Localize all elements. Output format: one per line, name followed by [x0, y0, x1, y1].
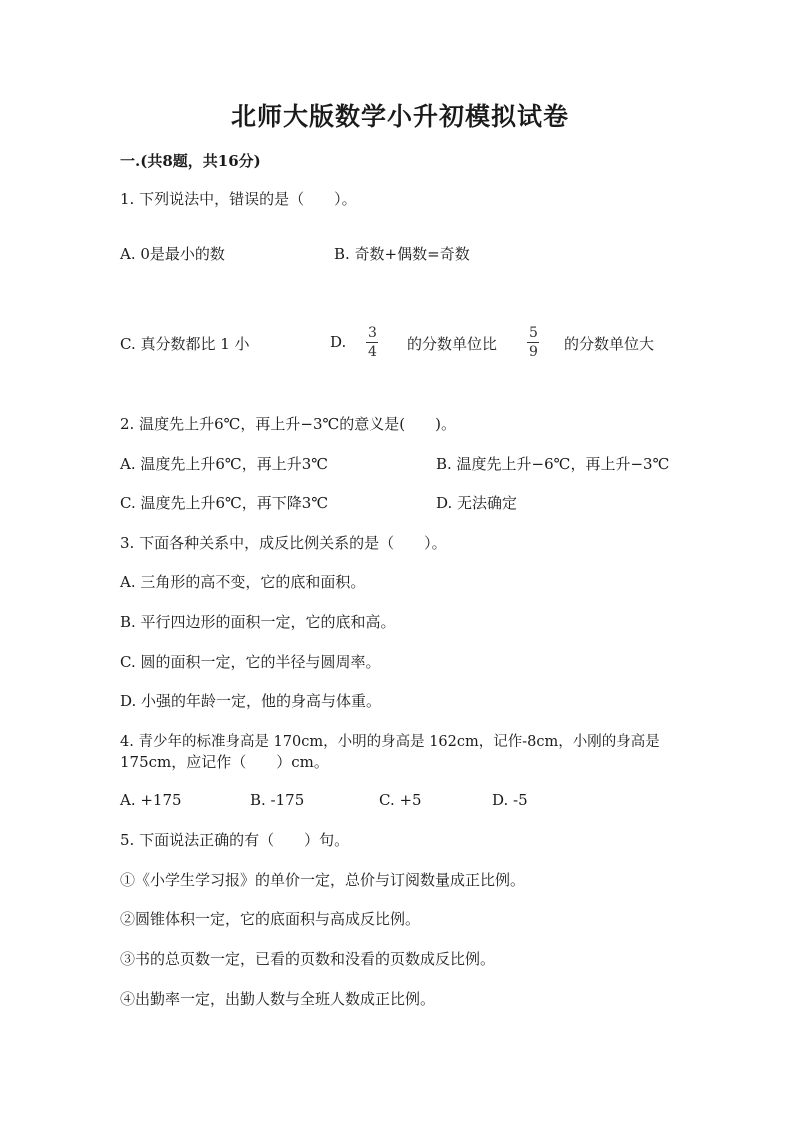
question-2-stem: 2. 温度先上升6℃，再上升−3℃的意义是( )。: [120, 415, 457, 433]
question-5-statement-2: ②圆锥体积一定，它的底面积与高成反比例。: [120, 910, 421, 928]
question-1-stem: 1. 下列说法中，错误的是（ ）。: [120, 190, 357, 208]
question-3-option-d: D. 小强的年龄一定，他的身高与体重。: [120, 692, 382, 710]
question-5-statement-4: ④出勤率一定，出勤人数与全班人数成正比例。: [120, 990, 436, 1008]
question-5-stem: 5. 下面说法正确的有（ ）句。: [120, 831, 350, 849]
question-4-option-c: C. +5: [379, 791, 422, 809]
question-4-stem-line-2: 175cm，应记作（ ）cm。: [120, 753, 329, 771]
question-1-option-d-text-1: 的分数单位比: [407, 335, 498, 353]
fraction-denominator: 9: [529, 344, 538, 360]
fraction-three-quarters: [366, 326, 379, 359]
fraction-denominator: 4: [368, 344, 377, 360]
question-1-option-d-label: D.: [330, 333, 347, 351]
question-3-option-c: C. 圆的面积一定，它的半径与圆周率。: [120, 653, 381, 671]
question-2-option-b: B. 温度先上升−6℃，再上升−3℃: [436, 455, 670, 473]
section-heading: 一.(共8题，共16分): [120, 152, 261, 170]
fraction-numerator: 3: [368, 325, 377, 341]
question-4-option-d: D. -5: [492, 791, 528, 809]
question-2-option-a: A. 温度先上升6℃，再上升3℃: [120, 455, 329, 473]
question-2-option-c: C. 温度先上升6℃，再下降3℃: [120, 494, 329, 512]
page-title: 北师大版数学小升初模拟试卷: [230, 102, 569, 131]
question-3-option-b: B. 平行四边形的面积一定，它的底和高。: [120, 613, 396, 631]
question-4-option-b: B. -175: [250, 791, 305, 809]
question-3-stem: 3. 下面各种关系中，成反比例关系的是（ ）。: [120, 534, 447, 552]
question-2-option-d: D. 无法确定: [436, 494, 518, 512]
fraction-numerator: 5: [529, 325, 538, 341]
fraction-bar: [527, 342, 539, 343]
fraction-bar: [366, 342, 378, 343]
question-4-stem-line-1: 4. 青少年的标准身高是 170cm，小明的身高是 162cm，记作-8cm，小刚的身高是: [120, 734, 660, 750]
question-5-statement-1: ①《小学生学习报》的单价一定，总价与订阅数量成正比例。: [120, 871, 526, 889]
question-1-option-b: B. 奇数+偶数=奇数: [334, 245, 470, 263]
question-1-option-a: A. 0是最小的数: [120, 245, 225, 263]
question-5-statement-3: ③书的总页数一定，已看的页数和没看的页数成反比例。: [120, 950, 496, 968]
fraction-five-ninths: [527, 326, 540, 359]
question-3-option-a: A. 三角形的高不变，它的底和面积。: [120, 573, 366, 591]
question-1-option-c: C. 真分数都比 1 小: [120, 335, 250, 353]
question-4-option-a: A. +175: [120, 791, 182, 809]
question-1-option-d-text-2: 的分数单位大: [564, 335, 655, 353]
